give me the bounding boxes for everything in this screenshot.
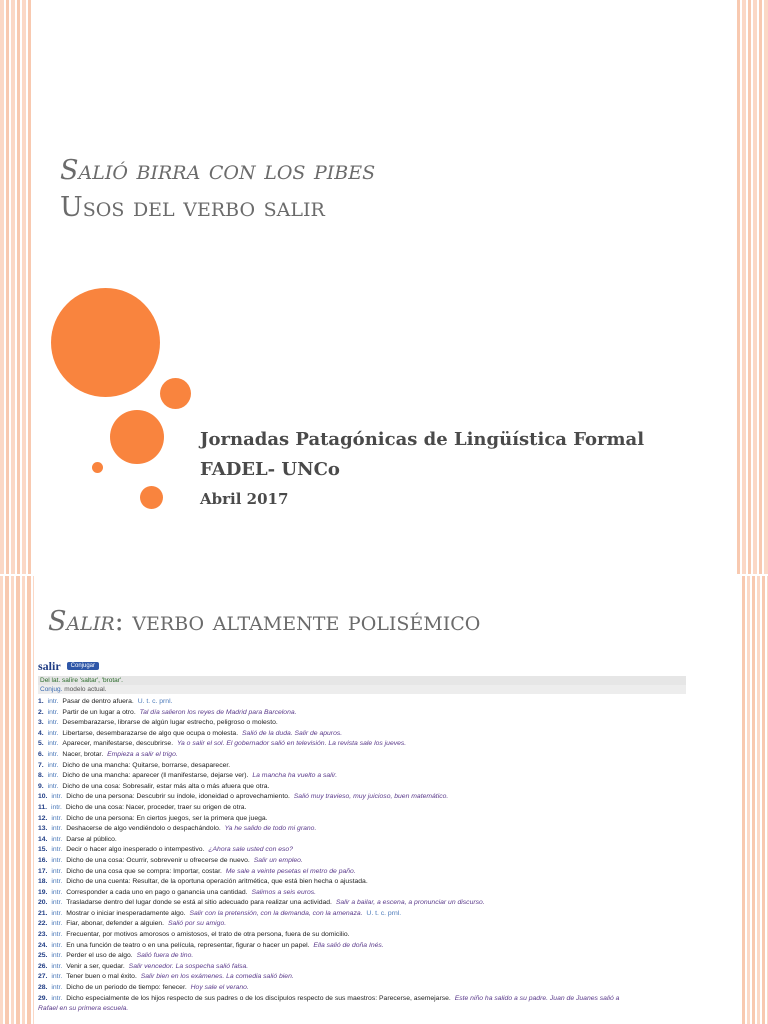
example-text: Ya o salir el sol. El gobernador salió en televisión. La revista sale los jueves. <box>176 740 407 748</box>
definition-text: Dicho de una cosa que se compra: Importar, costar. <box>66 867 224 875</box>
example-text: Este niño ha salido a su padre. Juan de Juanes salió a <box>454 994 620 1002</box>
definition-text: Corresponder a cada uno en pago o ganancia una cantidad. <box>66 888 250 896</box>
grammar-tag: intr. <box>47 772 61 780</box>
grammar-tag: intr. <box>51 793 65 801</box>
definition-text: Dicho de una cosa: Nacer, proceder, traer su origen de otra. <box>65 803 247 811</box>
grammar-tag: intr. <box>51 952 65 960</box>
definition-number: 21. <box>38 909 50 917</box>
grammar-tag: intr. <box>51 846 65 854</box>
definition-number: 24. <box>38 941 50 949</box>
definition-text: Partir de un lugar a otro. <box>62 708 138 716</box>
grammar-tag: intr. <box>51 920 65 928</box>
definition-text: Libertarse, desembarazarse de algo que ocupa o molesta. <box>62 729 240 737</box>
subtitle-event: Jornadas Patagónicas de Lingüística Formal <box>200 429 645 450</box>
grammar-tag: intr. <box>51 814 65 822</box>
definition-number: 2. <box>38 708 46 716</box>
definition-row <box>38 771 688 782</box>
example-text: Salir a bailar, a escena, a pronunciar un discurso. <box>335 899 485 907</box>
definition-number: 17. <box>38 867 50 875</box>
definition-row <box>38 877 688 888</box>
definition-text: Darse al público. <box>66 835 117 843</box>
definition-text: Mostrar o iniciar inesperadamente algo. <box>66 909 188 917</box>
decorative-circle-small <box>160 378 191 409</box>
definition-text: Nacer, brotar. <box>62 750 106 758</box>
example-text: Me sale a veinte pesetas el metro de paño. <box>225 867 356 875</box>
definition-row <box>38 909 688 920</box>
definition-row <box>38 1004 688 1015</box>
definition-text: Frecuentar, por motivos amorosos o amistosos, el trato de otra persona, fuera de su domicilio. <box>66 931 350 939</box>
usage-note: U. t. c. prnl. <box>366 909 402 917</box>
conjugar-button[interactable]: Conjugar <box>67 662 99 670</box>
definition-text: Dicho de una cosa: Sobresalir, estar más alta o más afuera que otra. <box>62 782 270 790</box>
definition-row <box>38 888 688 899</box>
definition-number: 8. <box>38 772 46 780</box>
definition-number: 15. <box>38 846 50 854</box>
example-text: Salió de la duda. Salir de apuros. <box>242 729 343 737</box>
definition-text: Perder el uso de algo. <box>66 952 135 960</box>
title-rest: : verbo altamente polisémico <box>114 606 481 637</box>
grammar-tag: intr. <box>51 994 65 1002</box>
example-text: Salió fuera de tino. <box>136 952 194 960</box>
definition-number: 14. <box>38 835 50 843</box>
subtitle-date: Abril 2017 <box>200 490 289 508</box>
definition-number: 16. <box>38 856 50 864</box>
definition-text: Desembarazarse, librarse de algún lugar estrecho, peligroso o molesto. <box>62 719 278 727</box>
example-text: Salió por su amigo. <box>167 920 227 928</box>
example-text: Salió muy travieso, muy juicioso, buen matemático. <box>293 793 449 801</box>
definition-text: En una función de teatro o en una película, representar, figurar o hacer un papel. <box>66 941 312 949</box>
grammar-tag: intr. <box>47 729 61 737</box>
example-text: Salir un empleo. <box>253 856 303 864</box>
definition-number: 22. <box>38 920 50 928</box>
definition-number: 1. <box>38 698 46 705</box>
example-text: Empieza a salir el trigo. <box>107 750 178 758</box>
definition-row <box>38 919 688 930</box>
definition-text: Dicho especialmente de los hijos respecto de sus padres o de los discípulos respecto de sus maestros: Parecerse, asemejarse. <box>66 994 453 1002</box>
conjugation-note <box>38 685 686 694</box>
definition-number: 29. <box>38 994 50 1002</box>
grammar-tag: intr. <box>47 698 61 705</box>
definition-text: Fiar, abonar, defender a alguien. <box>66 920 166 928</box>
definition-row <box>38 761 688 772</box>
grammar-tag: intr. <box>47 708 61 716</box>
definition-text: Venir a ser, quedar. <box>66 962 127 970</box>
definition-row <box>38 867 688 878</box>
definition-number: 13. <box>38 825 50 833</box>
example-text: Salir bien en los exámenes. La comedia salió bien. <box>140 973 294 981</box>
definition-row <box>38 930 688 941</box>
grammar-tag: intr. <box>51 962 65 970</box>
definition-number: 19. <box>38 888 50 896</box>
grammar-tag: intr. <box>51 867 65 875</box>
example-text: Ya he salido de todo mi grano. <box>224 825 317 833</box>
definition-number: 4. <box>38 729 46 737</box>
usage-note: U. t. c. prnl. <box>137 698 173 705</box>
grammar-tag: intr. <box>47 740 61 748</box>
decorative-stripes-right <box>740 576 768 1024</box>
grammar-tag: intr. <box>51 888 65 896</box>
example-text: Salir con la pretensión, con la demanda, con la amenaza. <box>189 909 365 917</box>
definition-number: 5. <box>38 740 46 748</box>
example-text: La mancha ha vuelto a salir. <box>252 772 338 780</box>
grammar-tag: intr. <box>51 856 65 864</box>
definition-number: 26. <box>38 962 50 970</box>
grammar-tag: intr. <box>47 782 61 790</box>
definition-row <box>38 824 688 835</box>
definition-text: Trasladarse dentro del lugar donde se está al sitio adecuado para realizar una actividad. <box>66 899 334 907</box>
grammar-tag: intr. <box>51 909 65 917</box>
definition-number: 27. <box>38 973 50 981</box>
example-text: Tal día salieron los reyes de Madrid para Barcelona. <box>139 708 297 716</box>
conjugation-label: Conjug. <box>40 686 63 693</box>
definition-text: Dicho de una persona: Descubrir su índole, idoneidad o aprovechamiento. <box>66 793 292 801</box>
grammar-tag: intr. <box>47 750 61 758</box>
definition-number: 28. <box>38 984 50 992</box>
grammar-tag: intr. <box>51 835 65 843</box>
content-slide <box>0 576 768 1024</box>
definition-row <box>38 898 688 909</box>
dictionary-entry <box>38 658 688 1015</box>
definition-row <box>38 750 688 761</box>
definition-text: Dicho de una cuenta: Resultar, de la oportuna operación aritmética, que está bien hecha o ajustada. <box>66 878 368 886</box>
decorative-stripes-right <box>735 0 768 574</box>
example-text: Salimos a seis euros. <box>251 888 317 896</box>
example-text: Ella salió de doña Inés. <box>313 941 384 949</box>
definition-row <box>38 718 688 729</box>
definition-row <box>38 951 688 962</box>
definition-number: 10. <box>38 793 50 801</box>
definition-row <box>38 941 688 952</box>
decorative-circle-small-2 <box>140 486 163 509</box>
definition-text: Pasar de dentro afuera. <box>62 698 136 705</box>
definition-row <box>38 845 688 856</box>
definition-row <box>38 697 688 708</box>
definition-row <box>38 729 688 740</box>
definition-number: 25. <box>38 952 50 960</box>
slide-title <box>48 606 480 637</box>
subtitle-institution: FADEL- UNCo <box>200 459 340 480</box>
definition-text: Deshacerse de algo vendiéndolo o despachándolo. <box>66 825 223 833</box>
grammar-tag: intr. <box>47 761 61 769</box>
definition-number: 9. <box>38 782 46 790</box>
decorative-circle-tiny <box>92 462 103 473</box>
definition-row <box>38 803 688 814</box>
decorative-circle-medium <box>110 410 164 464</box>
title-italic-word: Salir <box>48 606 115 637</box>
definition-number: 11. <box>38 803 49 811</box>
decorative-stripes-left <box>0 0 33 574</box>
grammar-tag: intr. <box>51 941 65 949</box>
definition-row <box>38 792 688 803</box>
example-text: Rafael en su primera escuela. <box>38 1005 129 1013</box>
definition-row <box>38 983 688 994</box>
grammar-tag: intr. <box>47 719 61 727</box>
definition-number: 12. <box>38 814 50 822</box>
definition-row <box>38 962 688 973</box>
dictionary-headword-row <box>38 658 688 674</box>
decorative-circle-large <box>51 288 160 397</box>
decorative-stripes-left <box>0 576 34 1024</box>
definition-number: 3. <box>38 719 46 727</box>
example-text: ¿Ahora sale usted con eso? <box>208 846 293 854</box>
definition-number: 23. <box>38 931 50 939</box>
definition-number: 18. <box>38 878 50 886</box>
definition-text: Dicho de un periodo de tiempo: fenecer. <box>66 984 189 992</box>
definition-row <box>38 994 688 1005</box>
grammar-tag: intr. <box>51 931 65 939</box>
definition-row <box>38 972 688 983</box>
definition-row <box>38 835 688 846</box>
definition-text: Dicho de una cosa: Ocurrir, sobrevenir u ofrecerse de nuevo. <box>66 856 252 864</box>
definition-text: Dicho de una mancha: aparecer (‖ manifestarse, dejarse ver). <box>62 772 251 780</box>
conjugation-text: modelo actual. <box>64 686 107 693</box>
grammar-tag: intr. <box>51 973 65 981</box>
etymology: Del lat. salīre 'saltar', 'brotar'. <box>38 676 686 685</box>
slide-subtitle <box>200 425 644 513</box>
title-line-2: Usos del verbo salir <box>60 192 325 223</box>
grammar-tag: intr. <box>51 899 65 907</box>
definition-text: Decir o hacer algo inesperado o intempestivo. <box>66 846 207 854</box>
example-text: Hoy sale el verano. <box>190 984 249 992</box>
definition-number: 20. <box>38 899 50 907</box>
definition-list <box>38 697 688 1015</box>
grammar-tag: intr. <box>50 803 64 811</box>
grammar-tag: intr. <box>51 984 65 992</box>
definition-text: Aparecer, manifestarse, descubrirse. <box>62 740 175 748</box>
definition-number: 7. <box>38 761 46 769</box>
grammar-tag: intr. <box>51 878 65 886</box>
grammar-tag: intr. <box>51 825 65 833</box>
definition-row <box>38 814 688 825</box>
definition-text: Dicho de una persona: En ciertos juegos, ser la primera que juega. <box>66 814 268 822</box>
slide-title <box>60 152 375 226</box>
headword: salir <box>38 658 61 673</box>
definition-text: Tener buen o mal éxito. <box>66 973 139 981</box>
title-line-1: Salió birra con los pibes <box>60 155 376 186</box>
definition-row <box>38 708 688 719</box>
definition-number: 6. <box>38 750 46 758</box>
definition-row <box>38 856 688 867</box>
definition-text: Dicho de una mancha: Quitarse, borrarse, desaparecer. <box>62 761 231 769</box>
definition-row <box>38 782 688 793</box>
example-text: Salir vencedor. La sospecha salió falsa. <box>128 962 249 970</box>
definition-row <box>38 739 688 750</box>
